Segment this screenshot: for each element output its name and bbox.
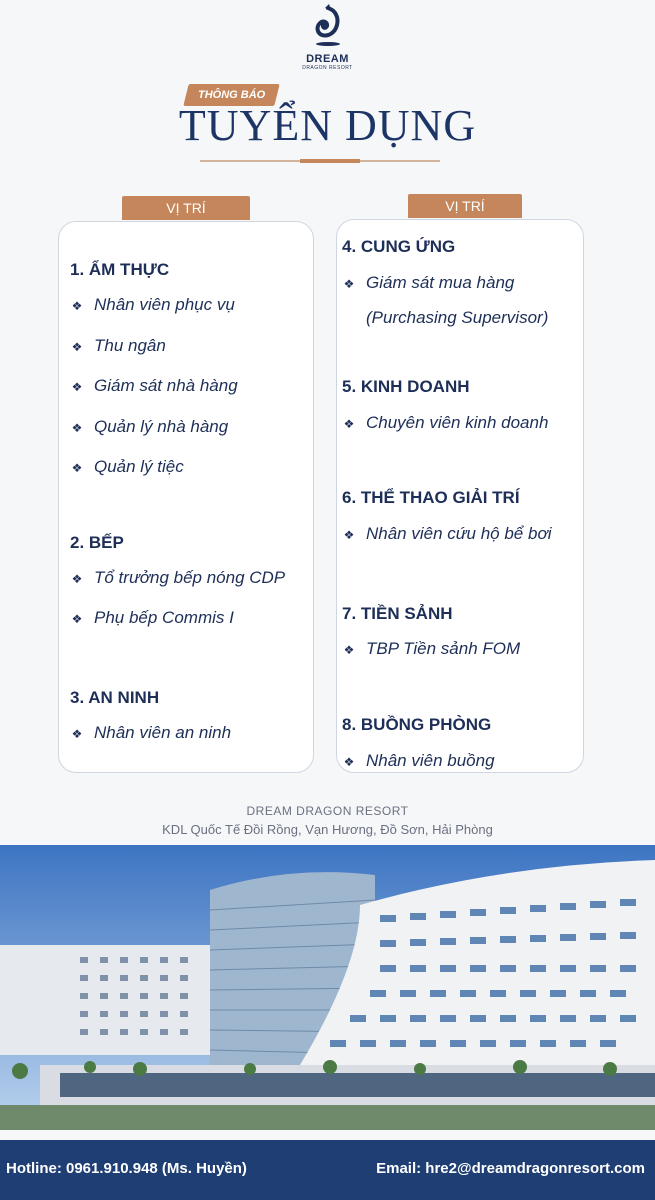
position-item: Nhân viên phục vụ [94,295,235,314]
diamond-bullet-icon: ❖ [343,643,355,657]
category-title: 6. THỂ THAO GIẢI TRÍ [342,488,520,507]
diamond-bullet-icon: ❖ [71,340,83,354]
category-title: 1. ẨM THỰC [70,260,170,279]
diamond-bullet-icon: ❖ [343,755,355,769]
position-item: Phụ bếp Commis I [94,608,234,627]
resort-name: DREAM DRAGON RESORT [246,804,409,818]
diamond-bullet-icon: ❖ [343,417,355,431]
position-item: Giám sát nhà hàng [94,376,238,395]
resort-address: KDL Quốc Tế Đồi Rồng, Vạn Hương, Đồ Sơn, Hải Phòng [162,822,493,837]
column-tag-left: VỊ TRÍ [122,196,250,220]
category-title: 7. TIỀN SẢNH [342,604,453,623]
title-divider-accent [300,159,360,163]
diamond-bullet-icon: ❖ [71,572,83,586]
position-item: Nhân viên cứu hộ bể bơi [366,524,552,543]
category-title: 8. BUỒNG PHÒNG [342,715,492,734]
email-text: Email: hre2@dreamdragonresort.com [376,1160,645,1177]
category-title: 2. BẾP [70,533,124,552]
category-title: 3. AN NINH [70,688,160,707]
position-item: Thu ngân [94,336,166,355]
diamond-bullet-icon: ❖ [343,277,355,291]
diamond-bullet-icon: ❖ [71,299,83,313]
diamond-bullet-icon: ❖ [71,380,83,394]
brand-name: DREAM [306,53,349,65]
position-item: (Purchasing Supervisor) [366,308,549,327]
brand-sub: DRAGON RESORT [302,65,353,71]
position-item: TBP Tiền sảnh FOM [366,639,521,658]
position-item: Giám sát mua hàng [366,273,515,292]
contact-bar [0,1140,655,1200]
page-title: TUYỂN DỤNG [178,101,477,150]
diamond-bullet-icon: ❖ [71,612,83,626]
category-title: 4. CUNG ỨNG [342,237,456,256]
position-item: Chuyên viên kinh doanh [366,413,549,432]
diamond-bullet-icon: ❖ [343,528,355,542]
dragon-logo-icon [311,4,345,48]
resort-building-image [0,845,655,1130]
position-item: Nhân viên an ninh [94,723,232,742]
diamond-bullet-icon: ❖ [71,727,83,741]
hotline-text: Hotline: 0961.910.948 (Ms. Huyền) [6,1160,247,1177]
diamond-bullet-icon: ❖ [71,421,83,435]
column-tag-right: VỊ TRÍ [408,194,522,218]
category-title: 5. KINH DOANH [342,377,470,396]
position-item: Tổ trưởng bếp nóng CDP [94,568,286,587]
diamond-bullet-icon: ❖ [71,461,83,475]
brand-logo [0,4,655,71]
position-item: Quản lý nhà hàng [94,417,229,436]
position-item: Nhân viên buồng [366,751,495,770]
position-item: Quản lý tiệc [94,457,184,476]
notice-tag: THÔNG BÁO [183,84,280,106]
